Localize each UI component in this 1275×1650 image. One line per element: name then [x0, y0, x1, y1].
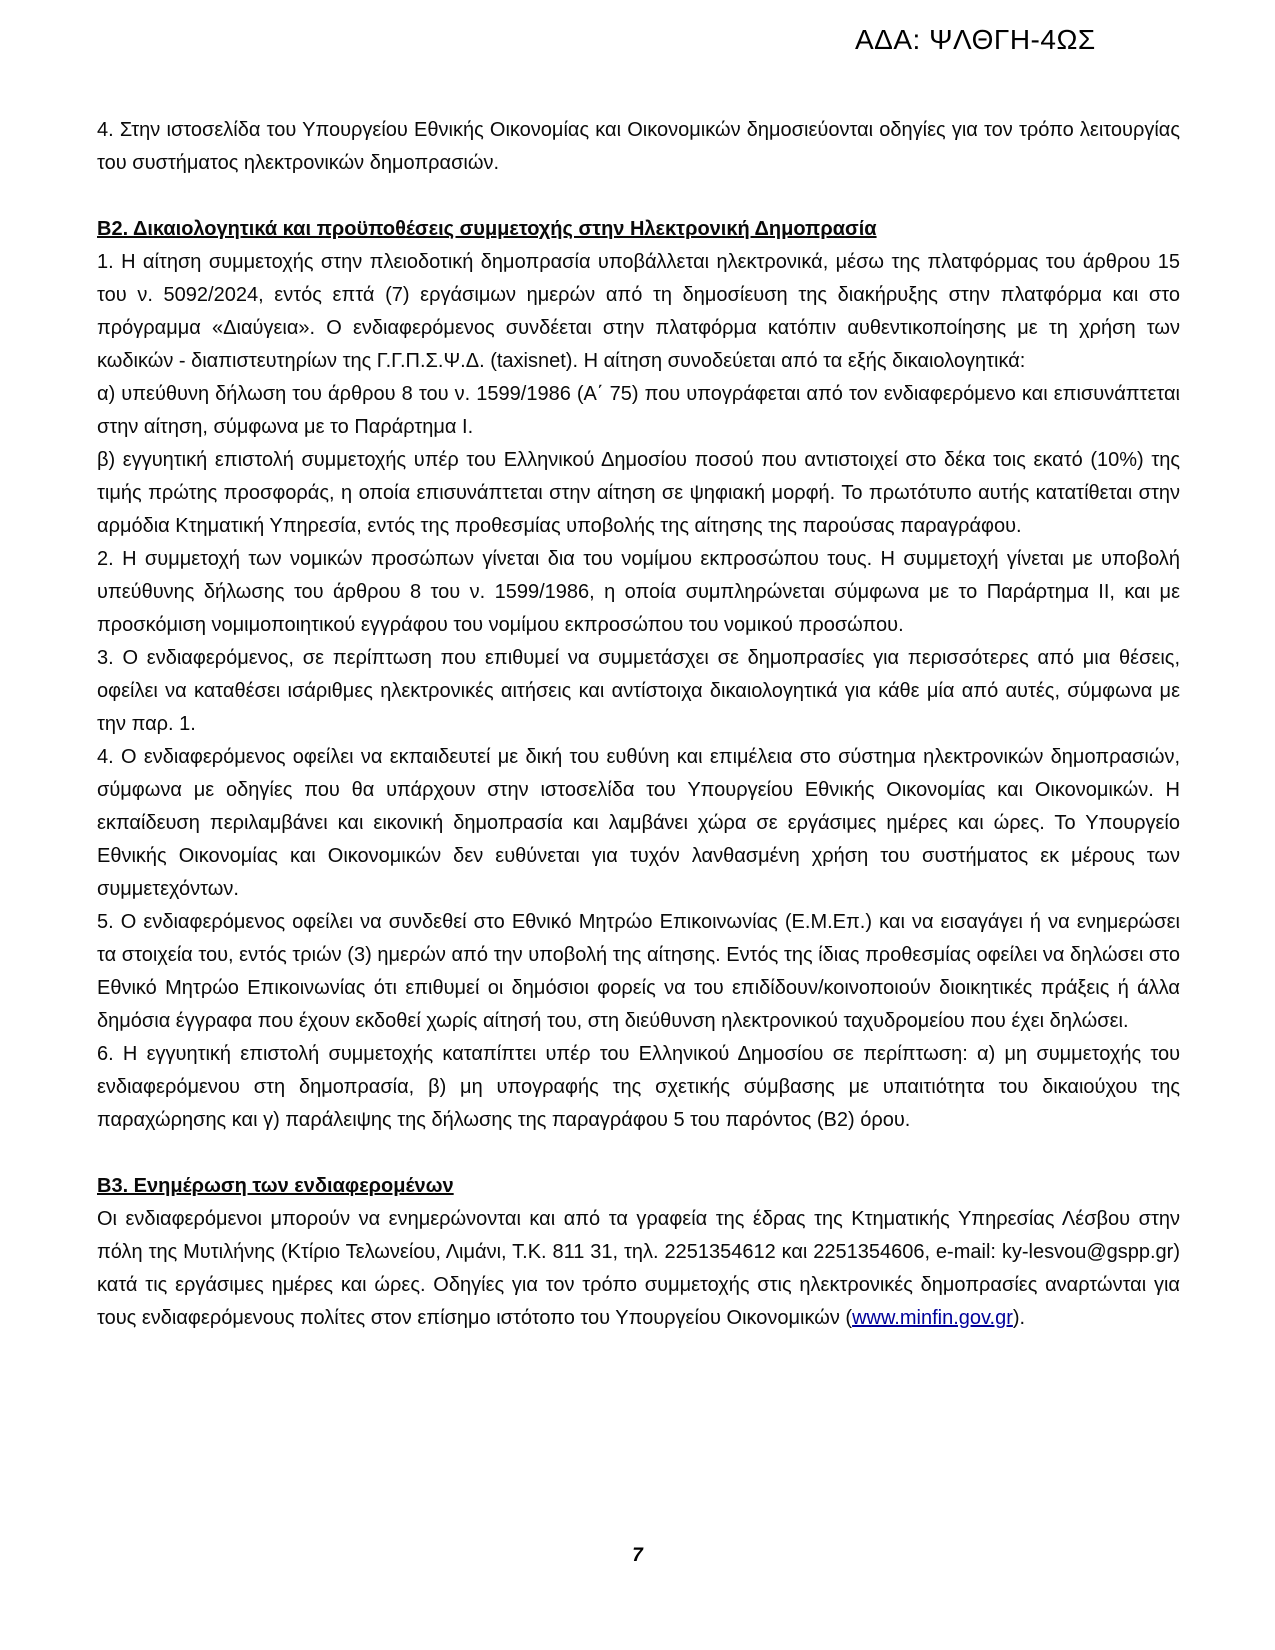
paragraph-b3-1	[97, 1203, 1180, 1335]
paragraph-b3-text-before-link: Οι ενδιαφερόμενοι μπορούν να ενημερώνονται και από τα γραφεία της έδρας της Κτηματικής Υπηρεσίας Λέσβου στην πόλη της Μυτιλήνης (Κτίριο Τελωνείου, Λιμάνι, Τ.Κ. 811 31, τηλ. 2251354612 και 2251354606, e-mail: ky-lesvou@gspp.gr) κατά τις εργάσιμες ημέρες και ώρες. Οδηγίες για τον τρόπο συμμετοχής στις ηλεκτρονικές δημοπρασίες αναρτώνται για τους ενδιαφερόμενους πολίτες στον επίσημο ιστότοπο του Υπουργείου Οικονομικών (	[97, 1208, 1180, 1329]
document-body	[97, 114, 1180, 1335]
paragraph-b2-1: 1. Η αίτηση συμμετοχής στην πλειοδοτική δημοπρασία υποβάλλεται ηλεκτρονικά, μέσω της πλατφόρμας του άρθρου 15 του ν. 5092/2024, εντός επτά (7) εργάσιμων ημερών από τη δημοσίευση της διακήρυξης στην πλατφόρμα και στο πρόγραμμα «Διαύγεια». Ο ενδιαφερόμενος συνδέεται στην πλατφόρμα κατόπιν αυθεντικοποίησης με τη χρήση των κωδικών - διαπιστευτηρίων της Γ.Γ.Π.Σ.Ψ.Δ. (taxisnet). Η αίτηση συνοδεύεται από τα εξής δικαιολογητικά:	[97, 251, 1180, 372]
page-number: 7	[632, 1545, 643, 1566]
paragraph-b2-item-a: α) υπεύθυνη δήλωση του άρθρου 8 του ν. 1599/1986 (Α΄ 75) που υπογράφεται από τον ενδιαφερόμενο και επισυνάπτεται στην αίτηση, σύμφωνα με το Παράρτημα Ι.	[97, 383, 1180, 438]
paragraph-b2-2: 2. Η συμμετοχή των νομικών προσώπων γίνεται δια του νομίμου εκπροσώπου τους. Η συμμετοχή γίνεται με υποβολή υπεύθυνης δήλωσης του άρθρου 8 του ν. 1599/1986, η οποία συμπληρώνεται σύμφωνα με το Παράρτημα ΙΙ, και με προσκόμιση νομιμοποιητικού εγγράφου του νομίμου εκπροσώπου του νομικού προσώπου.	[97, 548, 1180, 636]
paragraph-b2-item-b: β) εγγυητική επιστολή συμμετοχής υπέρ του Ελληνικού Δημοσίου ποσού που αντιστοιχεί στο δέκα τοις εκατό (10%) της τιμής πρώτης προσφοράς, η οποία επισυνάπτεται στην αίτηση σε ψηφιακή μορφή. Το πρωτότυπο αυτής κατατίθεται στην αρμόδια Κτηματική Υπηρεσία, εντός της προθεσμίας υποβολής της αίτησης της παρούσας παραγράφου.	[97, 449, 1180, 537]
section-heading-b3: Β3. Ενημέρωση των ενδιαφερομένων	[97, 1175, 454, 1197]
section-heading-b2: Β2. Δικαιολογητικά και προϋποθέσεις συμμετοχής στην Ηλεκτρονική Δημοπρασία	[97, 218, 877, 240]
paragraph-b2-5: 5. Ο ενδιαφερόμενος οφείλει να συνδεθεί στο Εθνικό Μητρώο Επικοινωνίας (Ε.Μ.Επ.) και να εισαγάγει ή να ενημερώσει τα στοιχεία του, εντός τριών (3) ημερών από την υποβολή της αίτησης. Εντός της ίδιας προθεσμίας οφείλει να δηλώσει στο Εθνικό Μητρώο Επικοινωνίας ότι επιθυμεί οι δημόσιοι φορείς να του επιδίδουν/κοινοποιούν διοικητικές πράξεις ή άλλα δημόσια έγγραφα που έχουν εκδοθεί χωρίς αίτησή του, στη διεύθυνση ηλεκτρονικού ταχυδρομείου που έχει δηλώσει.	[97, 911, 1180, 1032]
intro-paragraph: 4. Στην ιστοσελίδα του Υπουργείου Εθνικής Οικονομίας και Οικονομικών δημοσιεύονται οδηγίες για τον τρόπο λειτουργίας του συστήματος ηλεκτρονικών δημοπρασιών.	[97, 119, 1180, 174]
ada-code: ΑΔΑ: ΨΛΘΓΗ-4ΩΣ	[855, 24, 1096, 55]
paragraph-b3-text-after-link: ).	[1012, 1307, 1026, 1329]
minfin-website-link[interactable]: www.minfin.gov.gr	[852, 1307, 1013, 1329]
paragraph-b2-3: 3. Ο ενδιαφερόμενος, σε περίπτωση που επιθυμεί να συμμετάσχει σε δημοπρασίες για περισσότερες από μια θέσεις, οφείλει να καταθέσει ισάριθμες ηλεκτρονικές αιτήσεις και αντίστοιχα δικαιολογητικά για κάθε μία από αυτές, σύμφωνα με την παρ. 1.	[97, 647, 1180, 735]
paragraph-b2-6: 6. Η εγγυητική επιστολή συμμετοχής καταπίπτει υπέρ του Ελληνικού Δημοσίου σε περίπτωση: α) μη συμμετοχής του ενδιαφερόμενου στη δημοπρασία, β) μη υπογραφής της σχετικής σύμβασης με υπαιτιότητα του δικαιούχου της παραχώρησης και γ) παράλειψης της δήλωσης της παραγράφου 5 του παρόντος (Β2) όρου.	[97, 1043, 1180, 1131]
paragraph-b2-4: 4. Ο ενδιαφερόμενος οφείλει να εκπαιδευτεί με δική του ευθύνη και επιμέλεια στο σύστημα ηλεκτρονικών δημοπρασιών, σύμφωνα με οδηγίες που θα υπάρχουν στην ιστοσελίδα του Υπουργείου Εθνικής Οικονομίας και Οικονομικών. Η εκπαίδευση περιλαμβάνει και εικονική δημοπρασία και λαμβάνει χώρα σε εργάσιμες ημέρες και ώρες. Το Υπουργείο Εθνικής Οικονομίας και Οικονομικών δεν ευθύνεται για τυχόν λανθασμένη χρήση του συστήματος εκ μέρους των συμμετεχόντων.	[97, 746, 1180, 900]
